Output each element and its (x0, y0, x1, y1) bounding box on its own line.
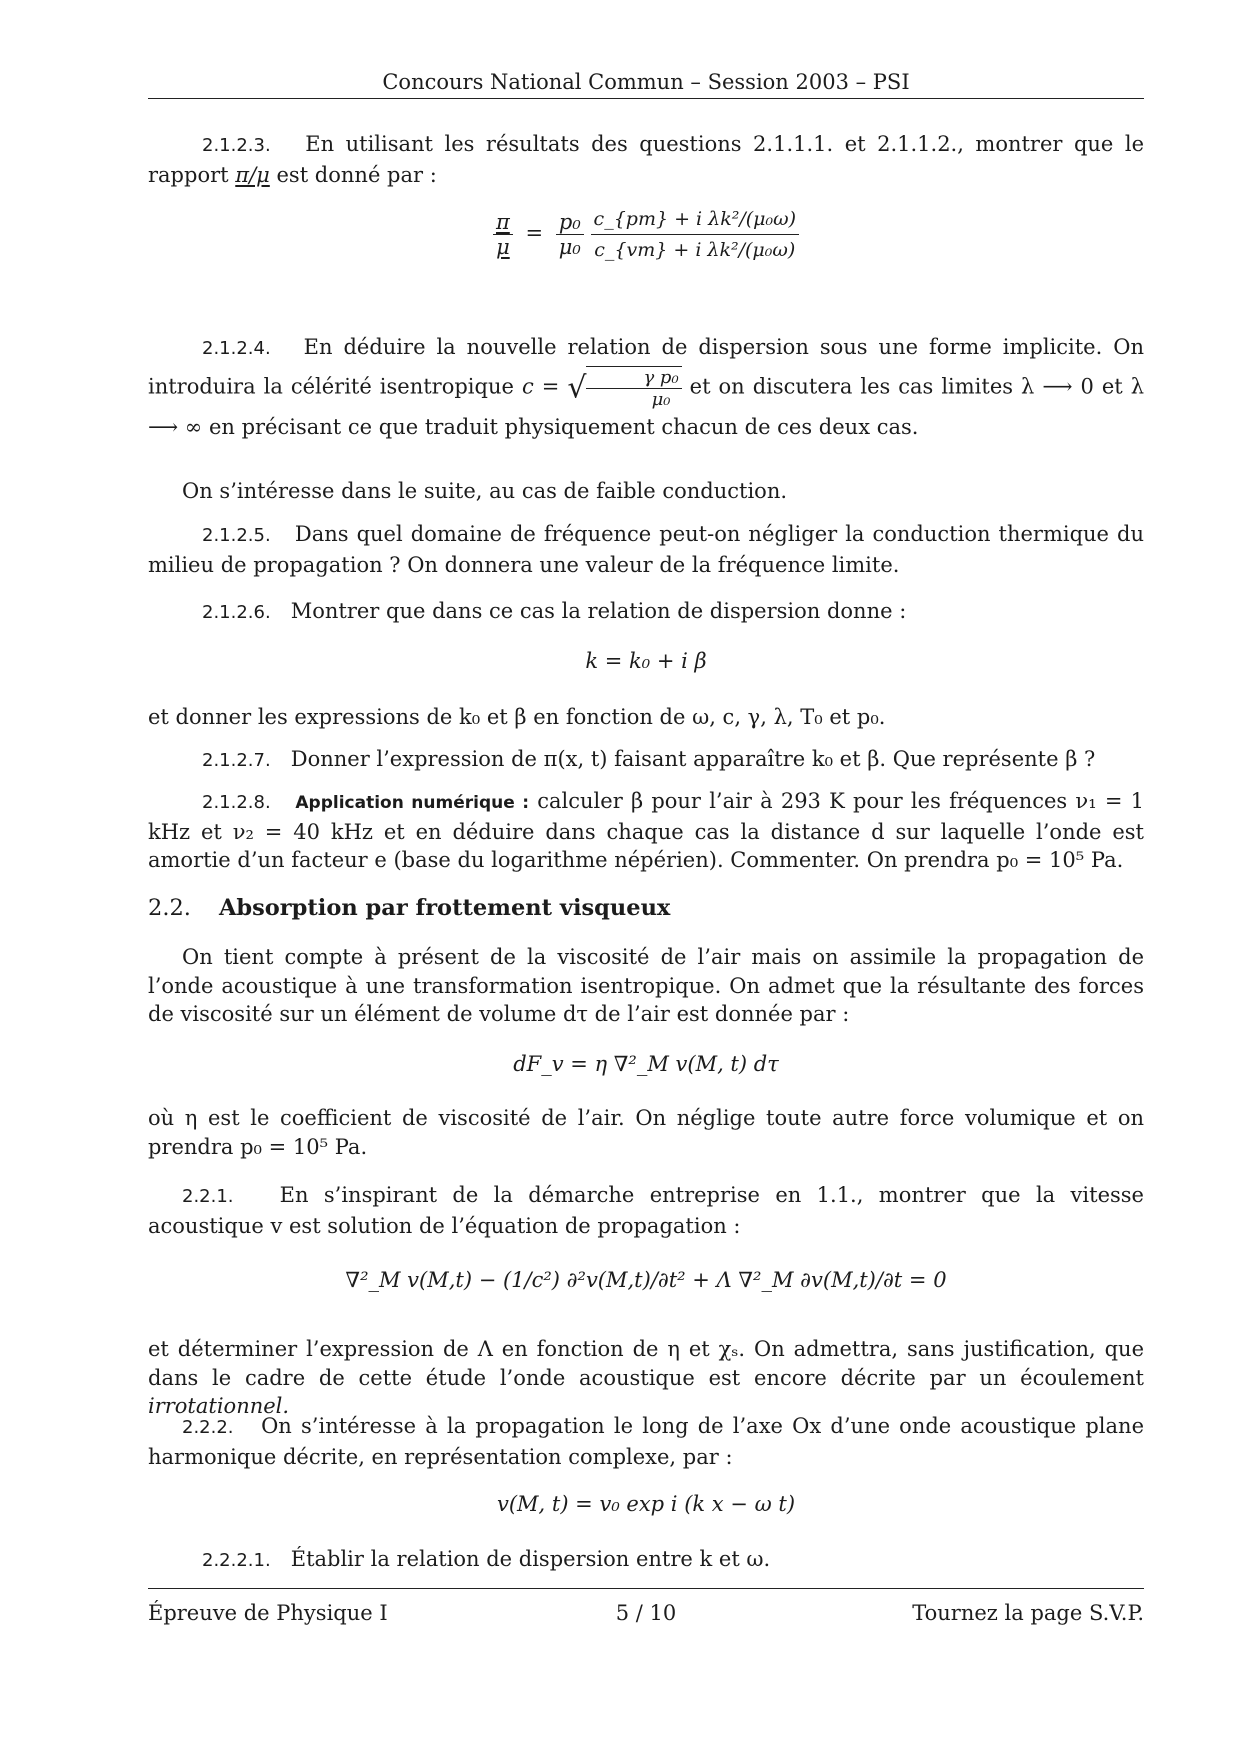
question-text: calculer β pour l’air à 293 K pour les fréquences ν₁ = 1 kHz et ν₂ = 40 kHz et en déduire dans chaque cas la distance d sur laquelle l’onde est amortie d’un facteur e (base du logarithme népérien). Commenter. On prendra p₀ = 10⁵ Pa. (148, 789, 1145, 872)
question-2-2-2-1 (148, 1545, 1144, 1576)
section-number: 2.2. (148, 895, 191, 921)
footer-rule (148, 1588, 1144, 1589)
equation-dispersion: k = k₀ + i β (585, 649, 707, 673)
follow-text: et déterminer l’expression de Λ en fonction de η et χₛ. On admettra, sans justification, que dans le cadre de cette étude l’onde acoustique est encore décrite par un écoulement (148, 1337, 1144, 1390)
application-label: Application numérique : (295, 793, 530, 813)
eq1-p0: p₀ (556, 210, 584, 235)
question-2-1-2-4: 2.1.2.4. En déduire la nouvelle relation de dispersion sous une forme implicite. On introduira la célérité isentropique c = √ $\frac{\text{γ p₀}}{\text{μ₀}}$ et on discutera les cas limites λ ⟶ 0 et λ ⟶ ∞ en précisant ce que traduit physiquement chacun de ces deux cas. (148, 335, 1144, 439)
eq1-top-term: c_{pm} + i λk²/(μ₀ω) (591, 208, 799, 235)
eq1-lhs-num: π (493, 210, 513, 235)
question-2-1-2-6 (148, 597, 1144, 628)
question-2-1-2-3 (148, 130, 1144, 189)
question-2-2-2 (148, 1412, 1144, 1471)
question-text: En utilisant les résultats des questions 2.1.1.1. et 2.1.1.2., montrer que le rapport (148, 132, 1144, 187)
question-text: On s’intéresse à la propagation le long de l’axe Ox d’une onde acoustique plane harmonique décrite, en représentation complexe, par : (148, 1414, 1144, 1469)
question-text-end: et on discutera les cas limites λ ⟶ 0 et λ ⟶ ∞ en précisant ce que traduit physiquement chacun de ces deux cas. (148, 374, 1144, 439)
question-number: 2.1.2.3. (202, 135, 271, 156)
equation-plane-wave: v(M, t) = v₀ exp i (k x − ω t) (496, 1492, 796, 1516)
question-text: Dans quel domaine de fréquence peut-on négliger la conduction thermique du milieu de propagation ? On donnera une valeur de la fréquence limite. (148, 522, 1145, 577)
question-number: 2.1.2.7. (202, 750, 271, 771)
question-number: 2.2.1. (182, 1186, 234, 1207)
header-rule (148, 98, 1144, 99)
section-title: Absorption par frottement visqueux (218, 895, 671, 921)
paragraph-eta: où η est le coefficient de viscosité de l’air. On néglige toute autre force volumique et on prendra p₀ = 10⁵ Pa. (148, 1106, 1144, 1159)
page-header: Concours National Commun – Session 2003 – PSI (382, 70, 910, 94)
eq1-mu0: μ₀ (558, 235, 581, 259)
question-2-2-1-follow (148, 1335, 1144, 1421)
question-2-1-2-6-follow: et donner les expressions de k₀ et β en fonction de ω, c, γ, λ, T₀ et p₀. (148, 705, 886, 729)
celerity-fraction: $\frac{\text{γ p₀}}{\text{μ₀}}$ (586, 366, 681, 410)
question-text: En déduire la nouvelle relation de dispersion sous une forme implicite. On introduira la célérité isentropique (148, 335, 1144, 399)
equation-ratio: $\frac{\pi}{\mu}$ = $\frac{\text{p₀}}{\text{μ₀}}$ $\frac{\text{c\_\{pm\} + i λk²/(μ₀ω)}}{\text{c\_\{vm\} + i λk²/(μ₀ω)}}$ (148, 208, 1144, 261)
footer-right: Tournez la page S.V.P. (912, 1601, 1144, 1625)
question-2-1-2-5 (148, 520, 1144, 579)
equation-propagation: ∇²_M v(M,t) − (1/c²) ∂²v(M,t)/∂t² + Λ ∇²_M ∂v(M,t)/∂t = 0 (345, 1268, 947, 1292)
section-heading (148, 895, 670, 921)
question-number: 2.1.2.8. (202, 792, 271, 813)
ratio-symbol: π/μ (235, 162, 270, 187)
footer-page-number: 5 / 10 (615, 1601, 677, 1625)
paragraph-viscosite: On tient compte à présent de la viscosité de l’air mais on assimile la propagation de l’onde acoustique à une transformation isentropique. On admet que la résultante des forces de viscosité sur un élément de volume dτ de l’air est donnée par : (148, 945, 1144, 1026)
footer-left: Épreuve de Physique I (148, 1601, 388, 1625)
question-text: Montrer que dans ce cas la relation de dispersion donne : (290, 599, 907, 623)
question-2-1-2-8 (148, 787, 1144, 875)
question-number: 2.1.2.4. (202, 338, 271, 359)
question-text: Établir la relation de dispersion entre k et ω. (290, 1547, 771, 1571)
paragraph-faible-conduction: On s’intéresse dans le suite, au cas de faible conduction. (182, 479, 788, 503)
follow-emphasis: irrotationnel. (148, 1394, 290, 1418)
question-number: 2.2.2.1. (202, 1550, 271, 1571)
question-number: 2.1.2.6. (202, 602, 271, 623)
question-text: En s’inspirant de la démarche entreprise en 1.1., montrer que la vitesse acoustique v est solution de l’équation de propagation : (148, 1183, 1144, 1238)
question-text: Donner l’expression de π(x, t) faisant apparaître k₀ et β. Que représente β ? (290, 747, 1096, 771)
question-number: 2.2.2. (182, 1417, 234, 1438)
eq1-bottom-term: c_{vm} + i λk²/(μ₀ω) (594, 239, 796, 261)
question-2-2-1 (148, 1181, 1144, 1240)
eq1-lhs-den: μ (496, 235, 510, 259)
question-2-1-2-7 (148, 745, 1144, 776)
question-text-end: est donné par : (276, 162, 437, 187)
equation-viscous-force: dF_v = η ∇²_M v(M, t) dτ (513, 1052, 779, 1076)
question-number: 2.1.2.5. (202, 525, 271, 546)
